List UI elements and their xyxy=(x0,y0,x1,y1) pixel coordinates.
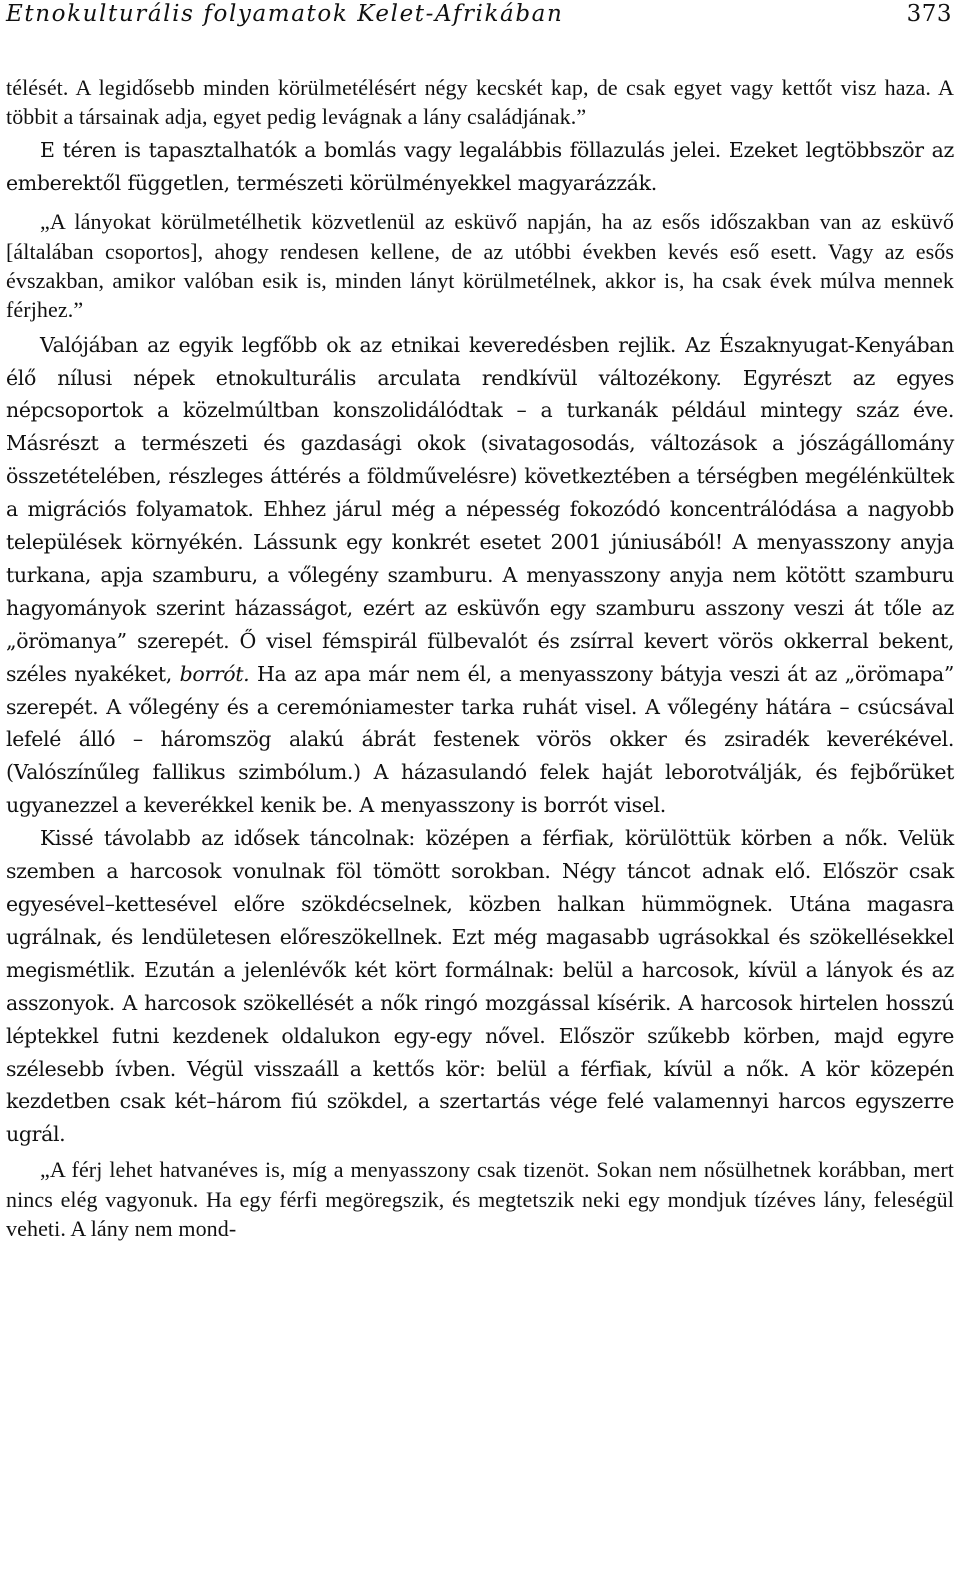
body-paragraph-1: E téren is tapasztalhatók a bomlás vagy legalábbis föllazulás jelei. Ezeket legtöbbször az emberektől független, természeti körülményekkel magyarázzák. xyxy=(6,137,954,195)
page-body xyxy=(6,73,954,1243)
quote-continuation-paragraph: télését. A legidősebb minden körülmetélésért négy kecskét kap, de csak egyet vagy kettőt visz haza. A többit a társainak adja, egyet pedig levágnak a lány családjának.” xyxy=(6,75,954,130)
body-paragraph-2-text-b: Ha az apa már nem él, a menyasszony bátyja veszi át az „örömapa” szerepét. A vőlegény és a ceremóniamester tarka ruhát visel. A vőlegény hátára – csúcsával lefelé álló – háromszög alakú ábrát festenek vörös okker és zsiradék keverékével. (Valószínűleg fallikus szimbólum.) A házasulandó felek haját leborotválják, és fejbőrüket ugyanezzel a keverékkel kenik be. A menyasszony is borrót visel. xyxy=(6,661,955,818)
body-paragraph-2-text-a: Valójában az egyik legfőbb ok az etnikai keveredésben rejlik. Az Északnyugat-Kenyában élő nílusi népek etnokulturális arculata rendkívül változékony. Egyrészt az egyes népcsoportok a közelmúltban konszolidálódtak – a turkanák például mintegy száz éve. Másrészt a természeti és gazdasági okok (sivatagosodás, változások a jószágállomány összetételében, részleges áttérés a földművelésre) következtében a térségben megélénkültek a migrációs folyamatok. Ehhez járul még a népesség fokozódó koncentrálódása a nagyobb települések környékén. Lássunk egy konkrét esetet 2001 júniusából! A menyasszony anyja turkana, apja szamburu, a vőlegény szamburu. A menyasszony anyja nem kötött szamburu hagyományok szerint házasságot, ezért az esküvőn egy szamburu asszony veszi át tőle az „örömanya” szerepét. Ő visel fémspirál fülbevalót és zsírral kevert vörös okkerral bekent, széles nyakéket, xyxy=(6,332,954,686)
borro-term: borrót. xyxy=(179,661,250,686)
quote-paragraph-1: „A lányokat körülmetélhetik közvetlenül az esküvő napján, ha az esős időszakban van az esküvő [általában csoportos], ahogy rendesen kellene, de az utóbbi években kevés eső esett. Vagy az esős évszakban, amikor valóban esik is, minden lányt körülmetélnek, akkor is, ha csak évek múlva mennek férjhez.” xyxy=(6,209,954,323)
quote-paragraph-2: „A férj lehet hatvanéves is, míg a menyasszony csak tizenöt. Sokan nem nősülhetnek korábban, mert nincs elég vagyonuk. Ha egy férfi megöregszik, és megtetszik neki egy mondjuk tízéves lány, feleségül veheti. A lány nem mond- xyxy=(6,1157,954,1241)
body-paragraph-2 xyxy=(6,329,954,823)
book-page xyxy=(6,0,954,1243)
body-paragraph-3: Kissé távolabb az idősek táncolnak: középen a férfiak, körülöttük körben a nők. Velük szemben a harcosok vonulnak föl tömött sorokban. Négy táncot adnak elő. Először csak egyesével–kettesével előre szökdécselnek, közben halkan hümmögnek. Utána magasra ugrálnak, és lendületesen előreszökellnek. Ezt még magasabb ugrásokkal és szökellésekkel megismétlik. Ezután a jelenlévők két kört formálnak: belül a harcosok, kívül a lányok és az asszonyok. A harcosok szökellését a nők ringó mozgással kísérik. A harcosok hirtelen hosszú léptekkel futni kezdenek oldalukon egy-egy nővel. Először szűkebb körben, majd egyre szélesebb ívben. Végül visszaáll a kettős kör: belül a férfiak, kívül a nők. A kör közepén kezdetben csak két–három fiú szökdel, a szertartás vége felé valamennyi harcos egyszerre ugrál. xyxy=(6,826,954,1147)
running-header xyxy=(6,0,954,40)
page-number: 373 xyxy=(906,1,952,27)
running-title: Etnokulturális folyamatok Kelet-Afrikában xyxy=(6,1,564,27)
